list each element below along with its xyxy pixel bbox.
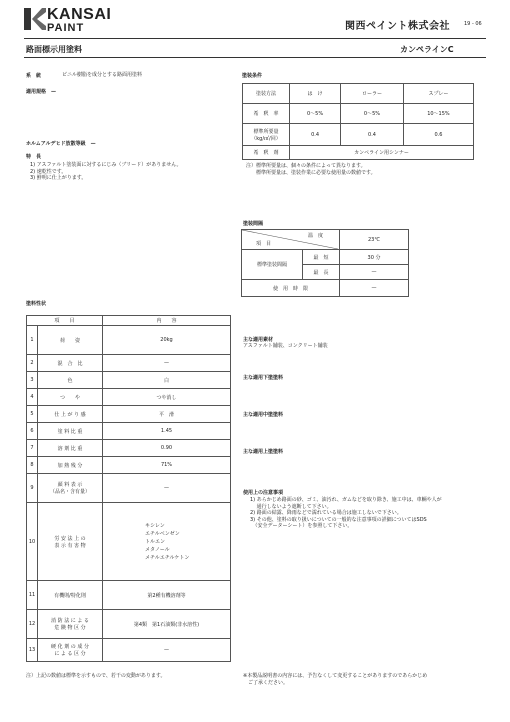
features-list xyxy=(30,162,182,182)
temp-label: 温 度 xyxy=(307,233,323,239)
properties-header-item: 項 目 xyxy=(27,316,103,326)
method-spray: スプレー xyxy=(403,84,473,104)
header-rule-bottom xyxy=(24,57,486,58)
prop-value: — xyxy=(103,474,231,503)
temp-value: 23℃ xyxy=(340,230,409,250)
interval-group-label: 標準塗装間隔 xyxy=(242,250,303,280)
dilution-roller: 0〜5% xyxy=(341,104,404,124)
feature-item: 3) 鮮明に仕上がります。 xyxy=(30,175,87,181)
prop-item: 荷 姿 xyxy=(38,326,103,355)
caution-line: （安全データーシート）を参照して下さい。 xyxy=(250,523,353,529)
topcoat-title: 主な適用上塗塗料 xyxy=(243,449,284,455)
usage-spray: 0.6 xyxy=(403,124,473,146)
logo-text: KANSAI xyxy=(47,6,112,23)
pot-value: — xyxy=(340,280,409,297)
standard-label: 適用規格 — xyxy=(26,89,57,95)
prop-value: 20kg xyxy=(103,326,231,355)
min-label: 最 短 xyxy=(303,250,340,265)
interval-header-cell xyxy=(242,230,340,250)
method-roller: ローラー xyxy=(341,84,404,104)
usage-label: 標準所要量 （kg/㎡/回） xyxy=(243,124,290,146)
prop-value: 第4類 第1石油類(非水溶性) xyxy=(103,610,231,639)
caution-title: 使用上の注意事項 xyxy=(243,490,284,496)
caution-line: 3) その他、塗料の取り扱いについての一般的な注意事項の詳細についてはSDS xyxy=(250,516,427,523)
product-category: 路面標示用塗料 xyxy=(26,45,82,54)
prop-value: — xyxy=(103,639,231,662)
usage-roller: 0.4 xyxy=(341,124,404,146)
system-label: 系 統 xyxy=(26,73,42,79)
prop-item: 溶 剤 比 重 xyxy=(38,440,103,457)
formaldehyde-label: ホルムアルデヒド放散等級 — xyxy=(26,141,96,147)
interval-title: 塗装間隔 xyxy=(243,221,264,227)
undercoat-title: 主な適用下塗塗料 xyxy=(243,375,284,381)
prop-no: 6 xyxy=(27,423,38,440)
prop-item: 消 防 法 に よ る 危 険 物 区 分 xyxy=(38,610,103,639)
prop-no: 8 xyxy=(27,457,38,474)
prop-item: 混 合 比 xyxy=(38,355,103,372)
prop-item: つ や xyxy=(38,389,103,406)
coating-note: 注）標準所要量は、個々の条件によって異なります。 標準所要量は、塗装作業に必要な使用量の数値です。 xyxy=(246,163,376,176)
legal-note: ※本製品説明書の内容には、予告なくして変更することがありますのであらかじめ ご了承ください。 xyxy=(243,673,428,686)
properties-header-content: 内 容 xyxy=(103,316,231,326)
doc-number: 19 - 06 xyxy=(464,21,482,27)
prop-item: 顔 料 表 示 （品名・含有量） xyxy=(38,474,103,503)
prop-no: 9 xyxy=(27,474,38,503)
item-label: 項 目 xyxy=(256,241,272,247)
properties-title: 塗料性状 xyxy=(26,301,47,307)
prop-value: 第2種有機溶剤等 xyxy=(103,581,231,610)
prop-item: 加 熱 残 分 xyxy=(38,457,103,474)
kansai-logo-icon xyxy=(24,8,46,30)
prop-no: 3 xyxy=(27,372,38,389)
logo-subtext: PAINT xyxy=(47,22,85,34)
prop-no: 5 xyxy=(27,406,38,423)
prop-no: 4 xyxy=(27,389,38,406)
prop-no: 7 xyxy=(27,440,38,457)
thinner-label: 希 釈 剤 xyxy=(243,146,290,160)
caution-line: 1) あらかじめ路面の砂、ゴミ、油汚れ、ガムなどを取り除き、施工中は、車輌や人が xyxy=(250,497,442,503)
product-name: カンペラインC xyxy=(400,45,454,54)
interval-table xyxy=(241,229,409,297)
usage-brush: 0.4 xyxy=(290,124,341,146)
prop-no: 11 xyxy=(27,581,38,610)
prop-no: 1 xyxy=(27,326,38,355)
prop-value: 平 滑 xyxy=(103,406,231,423)
prop-value: 71% xyxy=(103,457,231,474)
dilution-brush: 0〜5% xyxy=(290,104,341,124)
feature-item: 1) アスファルト塗装面に対するにじみ（ブリード）がありません。 xyxy=(30,162,182,168)
prop-item: 塗 料 比 重 xyxy=(38,423,103,440)
prop-value: 1.45 xyxy=(103,423,231,440)
thinner-value: カンペライン用シンナー xyxy=(290,146,474,160)
prop-value: — xyxy=(103,355,231,372)
method-brush: は け xyxy=(290,84,341,104)
pot-label: 使 用 時 限 xyxy=(242,280,340,297)
prop-value: つや消し xyxy=(103,389,231,406)
prop-no: 10 xyxy=(27,503,38,581)
company-name: 関西ペイント株式会社 xyxy=(345,21,450,32)
substrate-value: アスファルト舗装、コンクリート舗装 xyxy=(243,343,328,349)
prop-no: 12 xyxy=(27,610,38,639)
coating-conditions-title: 塗装条件 xyxy=(242,73,263,79)
prop-item: 有機則/特化則 xyxy=(38,581,103,610)
dilution-spray: 10〜15% xyxy=(403,104,473,124)
dilution-label: 希 釈 率 xyxy=(243,104,290,124)
substrate-title: 主な適用素材 xyxy=(243,337,274,343)
coating-conditions-table xyxy=(242,83,474,160)
max-value: — xyxy=(340,265,409,280)
prop-item: 仕 上 が り 感 xyxy=(38,406,103,423)
properties-table xyxy=(26,315,231,662)
caution-list xyxy=(250,497,480,530)
properties-note: 注）上記の数値は標準を示すもので、若干の変動があります。 xyxy=(26,673,166,679)
method-label: 塗装方法 xyxy=(243,84,290,104)
prop-value: 白 xyxy=(103,372,231,389)
system-value: ビニル樹脂を成分とする路面用塗料 xyxy=(62,72,143,78)
prop-item: 硬 化 剤 の 成 分 に よ る 区 分 xyxy=(38,639,103,662)
caution-line: 2) 路面の結露、降雨などで濡れている場合は施工しないで下さい。 xyxy=(250,510,402,516)
prop-item: 労 安 法 上 の 表 示 有 害 物 xyxy=(38,503,103,581)
features-label: 特 長 xyxy=(26,154,42,160)
max-label: 最 長 xyxy=(303,265,340,280)
prop-value: キシレン エチルベンゼン トルエン メタノール メチルエチルケトン xyxy=(103,503,231,581)
prop-no: 2 xyxy=(27,355,38,372)
prop-no: 13 xyxy=(27,639,38,662)
prop-value: 0.90 xyxy=(103,440,231,457)
midcoat-title: 主な適用中塗塗料 xyxy=(243,412,284,418)
prop-item: 色 xyxy=(38,372,103,389)
feature-item: 2) 速乾性です。 xyxy=(30,168,67,175)
header-rule-top xyxy=(24,38,486,39)
caution-line: 通行しないよう遮断して下さい。 xyxy=(250,503,332,510)
min-value: 30 分 xyxy=(340,250,409,265)
